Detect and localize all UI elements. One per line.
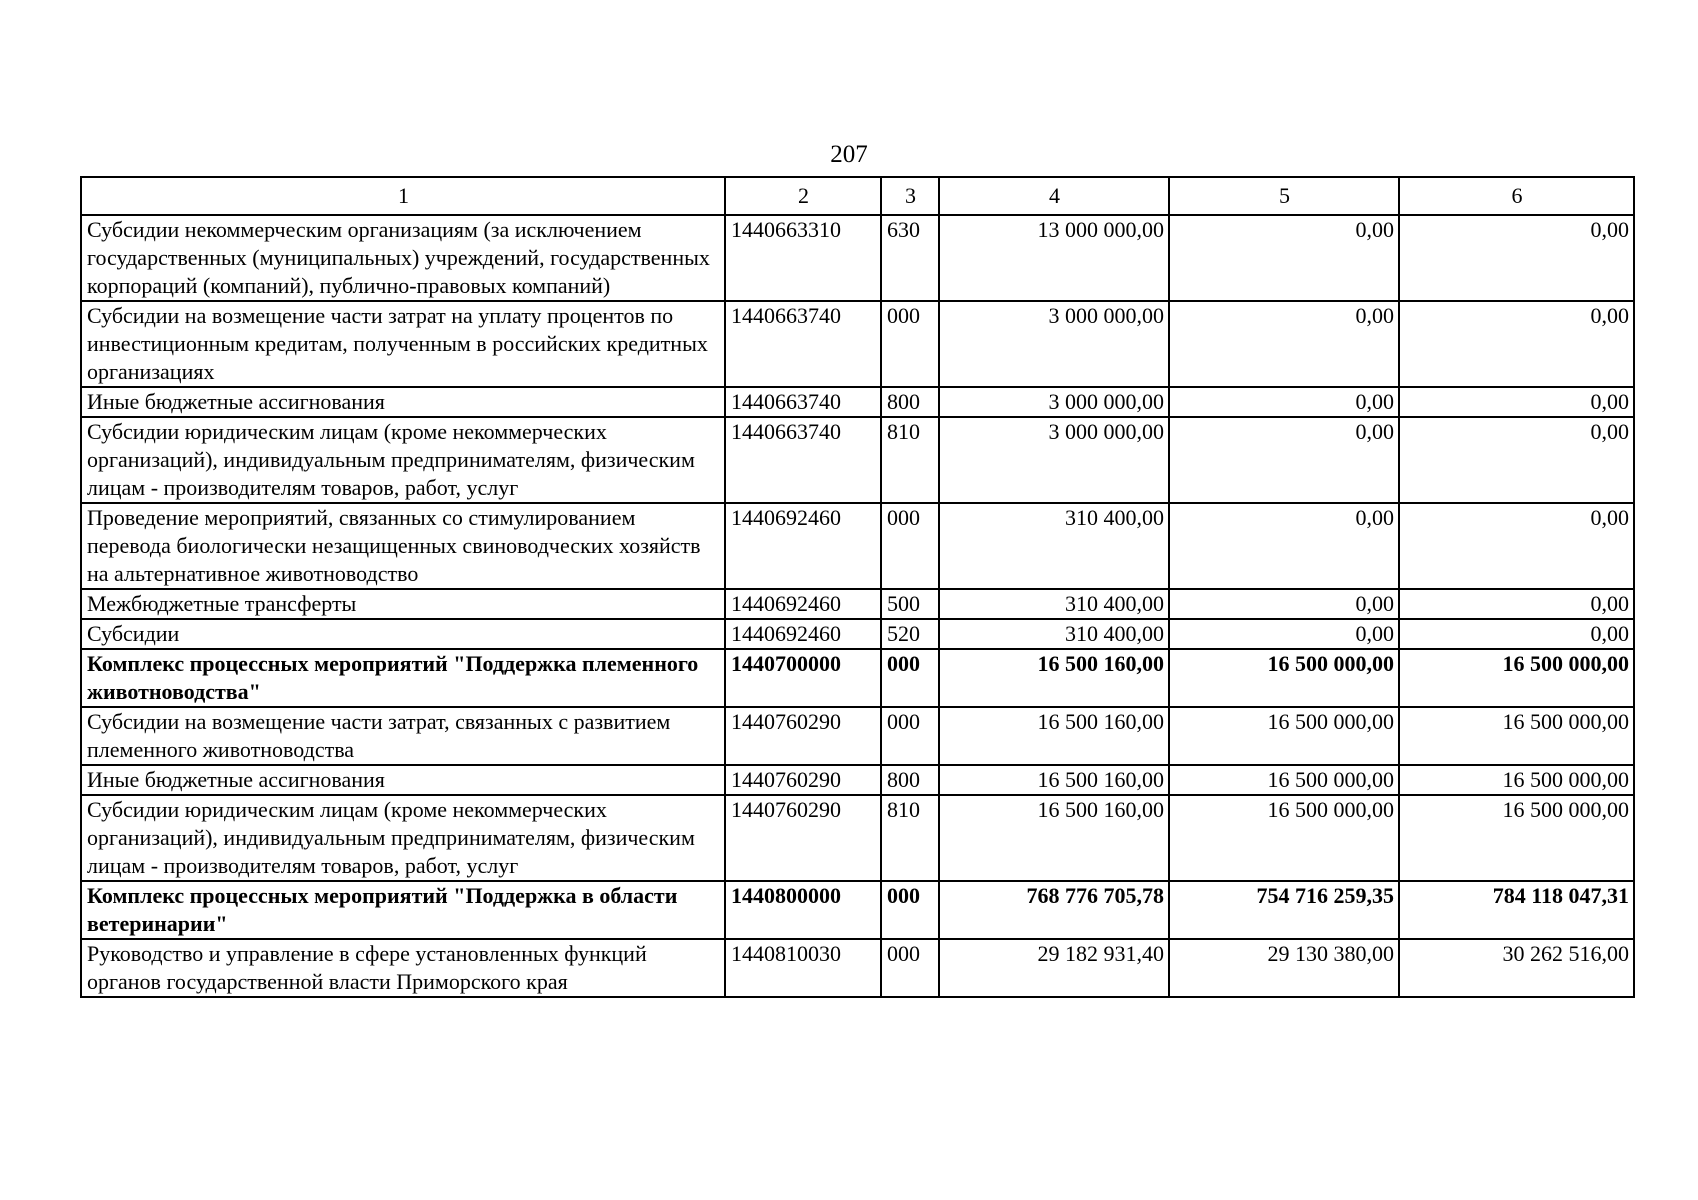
row-type-cell: 000 [881, 881, 939, 939]
row-value-col6-cell: 784 118 047,31 [1399, 881, 1634, 939]
row-value-col6-cell: 0,00 [1399, 589, 1634, 619]
row-name-cell: Субсидии юридическим лицам (кроме некоммерческих организаций), индивидуальным предпринимателям, физическим лицам - производителям товаров, работ, услуг [81, 417, 725, 503]
row-value-col4-cell: 3 000 000,00 [939, 387, 1169, 417]
row-value-col6-cell: 16 500 000,00 [1399, 707, 1634, 765]
table-header [81, 177, 1634, 215]
row-value-col5-cell: 16 500 000,00 [1169, 765, 1399, 795]
row-code-cell: 1440810030 [725, 939, 881, 997]
row-name-cell: Комплекс процессных мероприятий "Поддержка в области ветеринарии" [81, 881, 725, 939]
row-code-cell: 1440663740 [725, 417, 881, 503]
row-value-col6-cell: 0,00 [1399, 417, 1634, 503]
row-value-col5-cell: 0,00 [1169, 387, 1399, 417]
row-value-col6-cell: 0,00 [1399, 619, 1634, 649]
row-value-col4-cell: 16 500 160,00 [939, 707, 1169, 765]
table-row [81, 215, 1634, 301]
row-code-cell: 1440760290 [725, 707, 881, 765]
table-row [81, 881, 1634, 939]
row-value-col5-cell: 0,00 [1169, 215, 1399, 301]
row-code-cell: 1440760290 [725, 795, 881, 881]
row-name-cell: Проведение мероприятий, связанных со стимулированием перевода биологически незащищенных свиноводческих хозяйств на альтернативное животноводство [81, 503, 725, 589]
row-value-col4-cell: 310 400,00 [939, 589, 1169, 619]
table-row [81, 649, 1634, 707]
row-value-col6-cell: 0,00 [1399, 301, 1634, 387]
row-name-cell: Субсидии на возмещение части затрат на уплату процентов по инвестиционным кредитам, полученным в российских кредитных организациях [81, 301, 725, 387]
row-value-col5-cell: 0,00 [1169, 589, 1399, 619]
row-type-cell: 630 [881, 215, 939, 301]
table-row [81, 503, 1634, 589]
row-code-cell: 1440700000 [725, 649, 881, 707]
row-value-col5-cell: 29 130 380,00 [1169, 939, 1399, 997]
row-type-cell: 000 [881, 649, 939, 707]
row-value-col4-cell: 16 500 160,00 [939, 765, 1169, 795]
row-value-col5-cell: 0,00 [1169, 301, 1399, 387]
row-value-col5-cell: 0,00 [1169, 503, 1399, 589]
row-name-cell: Субсидии [81, 619, 725, 649]
column-header-5: 5 [1169, 177, 1399, 215]
column-header-2: 2 [725, 177, 881, 215]
row-value-col4-cell: 3 000 000,00 [939, 301, 1169, 387]
row-name-cell: Субсидии юридическим лицам (кроме некоммерческих организаций), индивидуальным предпринимателям, физическим лицам - производителям товаров, работ, услуг [81, 795, 725, 881]
row-value-col4-cell: 310 400,00 [939, 503, 1169, 589]
row-name-cell: Руководство и управление в сфере установленных функций органов государственной власти Приморского края [81, 939, 725, 997]
column-header-4: 4 [939, 177, 1169, 215]
table-row [81, 707, 1634, 765]
row-type-cell: 000 [881, 939, 939, 997]
row-code-cell: 1440663310 [725, 215, 881, 301]
row-code-cell: 1440663740 [725, 301, 881, 387]
row-code-cell: 1440692460 [725, 503, 881, 589]
row-name-cell: Комплекс процессных мероприятий "Поддержка племенного животноводства" [81, 649, 725, 707]
table-row [81, 589, 1634, 619]
row-name-cell: Субсидии некоммерческим организациям (за исключением государственных (муниципальных) учреждений, государственных корпораций (компаний), публично-правовых компаний) [81, 215, 725, 301]
page-number: 207 [830, 141, 868, 168]
table-body [81, 215, 1634, 997]
row-value-col4-cell: 13 000 000,00 [939, 215, 1169, 301]
table-row [81, 301, 1634, 387]
column-header-3: 3 [881, 177, 939, 215]
row-value-col5-cell: 16 500 000,00 [1169, 795, 1399, 881]
row-type-cell: 800 [881, 387, 939, 417]
row-type-cell: 000 [881, 503, 939, 589]
row-value-col5-cell: 16 500 000,00 [1169, 707, 1399, 765]
column-header-1: 1 [81, 177, 725, 215]
row-value-col4-cell: 16 500 160,00 [939, 795, 1169, 881]
table-row [81, 765, 1634, 795]
row-value-col6-cell: 0,00 [1399, 215, 1634, 301]
budget-table [80, 176, 1635, 998]
table-row [81, 417, 1634, 503]
row-value-col4-cell: 16 500 160,00 [939, 649, 1169, 707]
row-code-cell: 1440663740 [725, 387, 881, 417]
row-name-cell: Межбюджетные трансферты [81, 589, 725, 619]
row-value-col5-cell: 0,00 [1169, 619, 1399, 649]
row-type-cell: 810 [881, 417, 939, 503]
row-value-col4-cell: 29 182 931,40 [939, 939, 1169, 997]
row-code-cell: 1440692460 [725, 589, 881, 619]
row-value-col5-cell: 0,00 [1169, 417, 1399, 503]
row-value-col4-cell: 768 776 705,78 [939, 881, 1169, 939]
row-code-cell: 1440760290 [725, 765, 881, 795]
row-value-col6-cell: 16 500 000,00 [1399, 795, 1634, 881]
table-row [81, 939, 1634, 997]
row-type-cell: 520 [881, 619, 939, 649]
row-value-col4-cell: 3 000 000,00 [939, 417, 1169, 503]
row-value-col5-cell: 754 716 259,35 [1169, 881, 1399, 939]
row-type-cell: 000 [881, 301, 939, 387]
row-type-cell: 000 [881, 707, 939, 765]
row-type-cell: 810 [881, 795, 939, 881]
row-code-cell: 1440800000 [725, 881, 881, 939]
table-row [81, 795, 1634, 881]
row-value-col5-cell: 16 500 000,00 [1169, 649, 1399, 707]
row-name-cell: Иные бюджетные ассигнования [81, 765, 725, 795]
row-name-cell: Субсидии на возмещение части затрат, связанных с развитием племенного животноводства [81, 707, 725, 765]
row-type-cell: 800 [881, 765, 939, 795]
row-code-cell: 1440692460 [725, 619, 881, 649]
header-row [81, 177, 1634, 215]
table-row [81, 619, 1634, 649]
row-value-col6-cell: 30 262 516,00 [1399, 939, 1634, 997]
row-value-col6-cell: 0,00 [1399, 503, 1634, 589]
row-name-cell: Иные бюджетные ассигнования [81, 387, 725, 417]
row-value-col6-cell: 16 500 000,00 [1399, 649, 1634, 707]
row-value-col6-cell: 0,00 [1399, 387, 1634, 417]
row-value-col4-cell: 310 400,00 [939, 619, 1169, 649]
row-value-col6-cell: 16 500 000,00 [1399, 765, 1634, 795]
column-header-6: 6 [1399, 177, 1634, 215]
table-row [81, 387, 1634, 417]
row-type-cell: 500 [881, 589, 939, 619]
